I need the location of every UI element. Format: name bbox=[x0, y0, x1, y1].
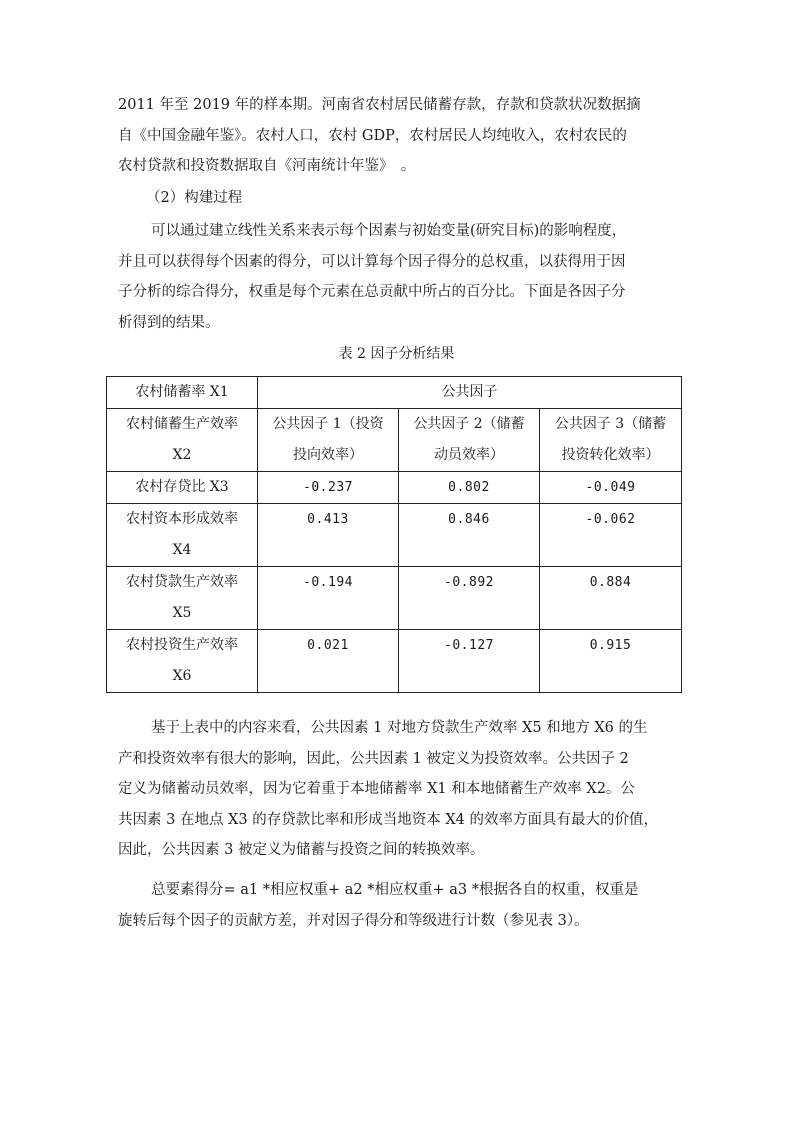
subheader-left-cell: 农村储蓄生产效率 X2 bbox=[107, 409, 258, 472]
table-row bbox=[107, 472, 682, 504]
row-label: 农村存贷比 X3 bbox=[107, 472, 258, 504]
row-label: 农村投资生产效率 X6 bbox=[107, 630, 258, 693]
score-line: 旋转后每个因子的贡献方差，并对因子得分和等级进行计数（参见表 3）。 bbox=[118, 912, 589, 929]
table-cell: -0.237 bbox=[258, 472, 399, 504]
table-cell: -0.127 bbox=[399, 630, 540, 693]
table-cell: 0.846 bbox=[399, 504, 540, 567]
table-cell: 0.915 bbox=[540, 630, 682, 693]
method-line: 并且可以获得每个因素的得分，可以计算每个因子得分的总权重，以获得用于因 bbox=[118, 253, 626, 270]
factor-3-header: 公共因子 3（储蓄 投资转化效率） bbox=[540, 409, 682, 472]
intro-paragraph bbox=[118, 90, 680, 182]
method-line: 析得到的结果。 bbox=[118, 314, 220, 331]
table-header-row bbox=[107, 377, 682, 409]
table-cell: -0.062 bbox=[540, 504, 682, 567]
table-row bbox=[107, 504, 682, 567]
table-row bbox=[107, 630, 682, 693]
method-paragraph bbox=[118, 216, 680, 338]
table-subheader-row bbox=[107, 409, 682, 472]
discussion-line: 因此，公共因素 3 被定义为储蓄与投资之间的转换效率。 bbox=[118, 842, 485, 858]
header-left-cell: 农村储蓄率 X1 bbox=[107, 377, 258, 409]
method-line: 子分析的综合得分，权重是每个元素在总贡献中所占的百分比。下面是各因子分 bbox=[118, 284, 626, 300]
table-cell: -0.892 bbox=[399, 567, 540, 630]
table-cell: 0.802 bbox=[399, 472, 540, 504]
score-line: 总要素得分= a1 *相应权重+ a2 *相应权重+ a3 *根据各自的权重，权重是 bbox=[151, 882, 639, 898]
discussion-line: 产和投资效率有很大的影响，因此，公共因素 1 被定义为投资效率。公共因子 2 bbox=[118, 750, 629, 767]
table-cell: 0.021 bbox=[258, 630, 399, 693]
table-cell: -0.194 bbox=[258, 567, 399, 630]
intro-line: 自《中国金融年鉴》。农村人口，农村 GDP，农村居民人均纯收入，农村农民的 bbox=[118, 127, 627, 144]
table-row bbox=[107, 567, 682, 630]
intro-line: 农村贷款和投资数据取自《河南统计年鉴》 。 bbox=[118, 158, 416, 174]
section-heading: （2）构建过程 bbox=[146, 190, 243, 206]
discussion-line: 定义为储蓄动员效率，因为它着重于本地储蓄率 X1 和本地储蓄生产效率 X2。公 bbox=[118, 781, 635, 797]
table-cell: -0.049 bbox=[540, 472, 682, 504]
table-cell: 0.413 bbox=[258, 504, 399, 567]
score-paragraph bbox=[118, 875, 680, 936]
table-caption: 表 2 因子分析结果 bbox=[338, 346, 455, 362]
intro-line: 2011 年至 2019 年的样本期。河南省农村居民储蓄存款，存款和贷款状况数据摘 bbox=[118, 97, 641, 113]
header-group-cell: 公共因子 bbox=[258, 377, 682, 409]
factor-analysis-table bbox=[106, 376, 682, 693]
factor-2-header: 公共因子 2（储蓄 动员效率） bbox=[399, 409, 540, 472]
table-cell: 0.884 bbox=[540, 567, 682, 630]
method-line: 可以通过建立线性关系来表示每个因素与初始变量(研究目标)的影响程度， bbox=[151, 223, 627, 239]
discussion-line: 基于上表中的内容来看，公共因素 1 对地方贷款生产效率 X5 和地方 X6 的生 bbox=[151, 720, 648, 736]
factor-1-header: 公共因子 1（投资 投向效率） bbox=[258, 409, 399, 472]
row-label: 农村资本形成效率 X4 bbox=[107, 504, 258, 567]
discussion-paragraph bbox=[118, 713, 680, 866]
row-label: 农村贷款生产效率 X5 bbox=[107, 567, 258, 630]
discussion-line: 共因素 3 在地点 X3 的存贷款比率和形成当地资本 X4 的效率方面具有最大的价值， bbox=[118, 811, 658, 828]
